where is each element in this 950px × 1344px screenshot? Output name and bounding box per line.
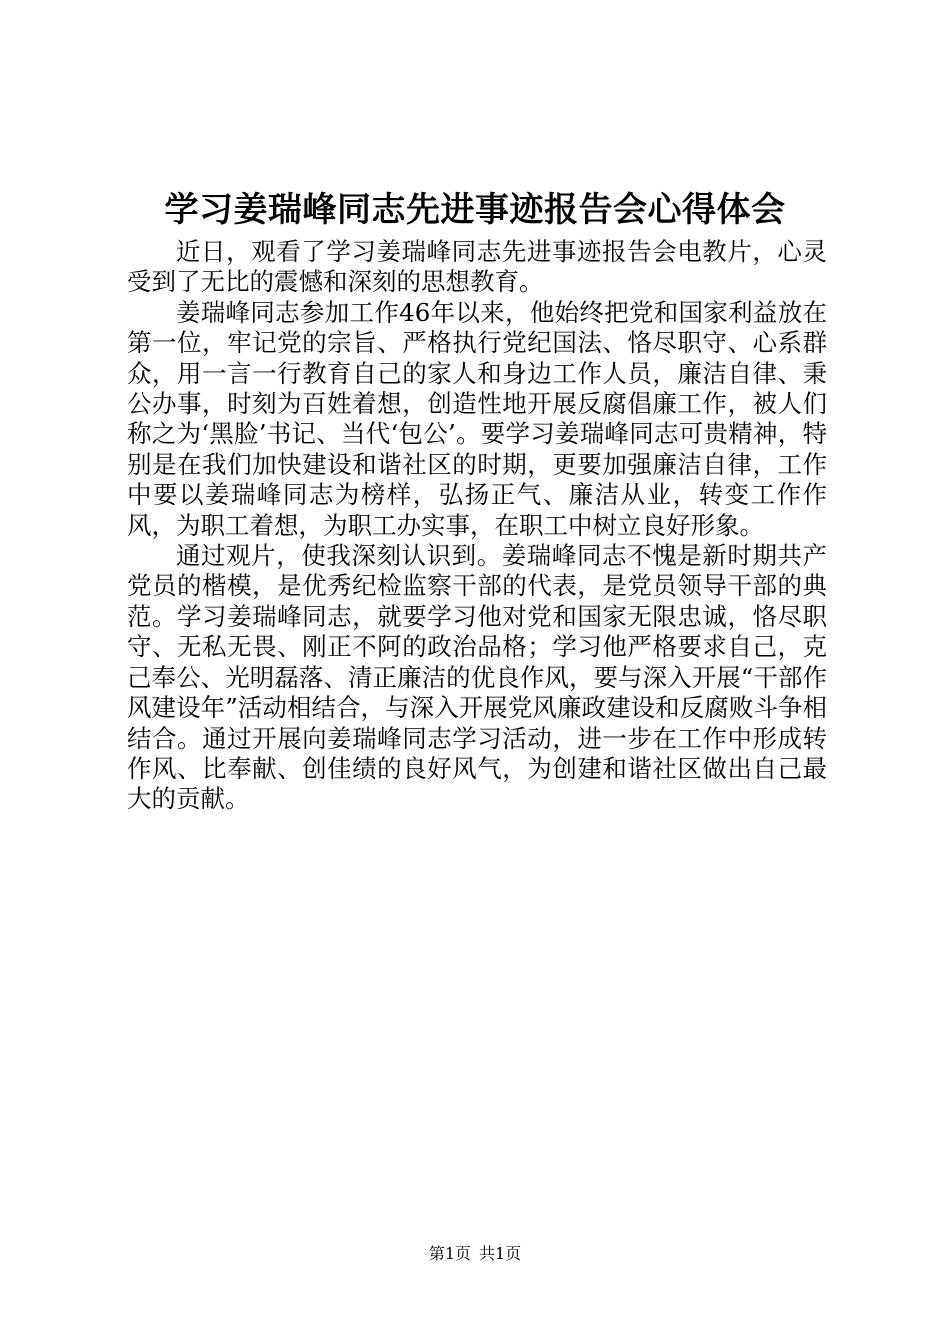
page-number-total: 共1页 [479, 1244, 522, 1263]
page-number-current: 第1页 [428, 1244, 471, 1263]
page-footer [0, 1243, 950, 1265]
paragraph-2: 姜瑞峰同志参加工作46年以来，他始终把党和国家利益放在第一位，牢记党的宗旨、严格执行党纪国法、恪尽职守、心系群众，用一言一行教育自己的家人和身边工作人员，廉洁自律、秉公办事，时刻为百姓着想，创造性地开展反腐倡廉工作，被人们称之为‘黑脸’书记、当代‘包公’。要学习姜瑞峰同志可贵精神，特别是在我们加快建设和谐社区的时期，更要加强廉洁自律，工作中要以姜瑞峰同志为榜样，弘扬正气、廉洁从业，转变工作作风，为职工着想，为职工办实事，在职工中树立良好形象。 [127, 297, 827, 540]
paragraph-3: 通过观片，使我深刻认识到。姜瑞峰同志不愧是新时期共产党员的楷模，是优秀纪检监察干部的代表，是党员领导干部的典范。学习姜瑞峰同志，就要学习他对党和国家无限忠诚，恪尽职守、无私无畏、刚正不阿的政治品格；学习他严格要求自己，克己奉公、光明磊落、清正廉洁的优良作风，要与深入开展“干部作风建设年”活动相结合，与深入开展党风廉政建设和反腐败斗争相结合。通过开展向姜瑞峰同志学习活动，进一步在工作中形成转作风、比奉献、创佳绩的良好风气，为创建和谐社区做出自己最大的贡献。 [127, 541, 827, 814]
document-body [127, 237, 827, 815]
paragraph-1: 近日，观看了学习姜瑞峰同志先进事迹报告会电教片，心灵受到了无比的震憾和深刻的思想教育。 [127, 237, 827, 297]
document-title: 学习姜瑞峰同志先进事迹报告会心得体会 [164, 190, 786, 230]
